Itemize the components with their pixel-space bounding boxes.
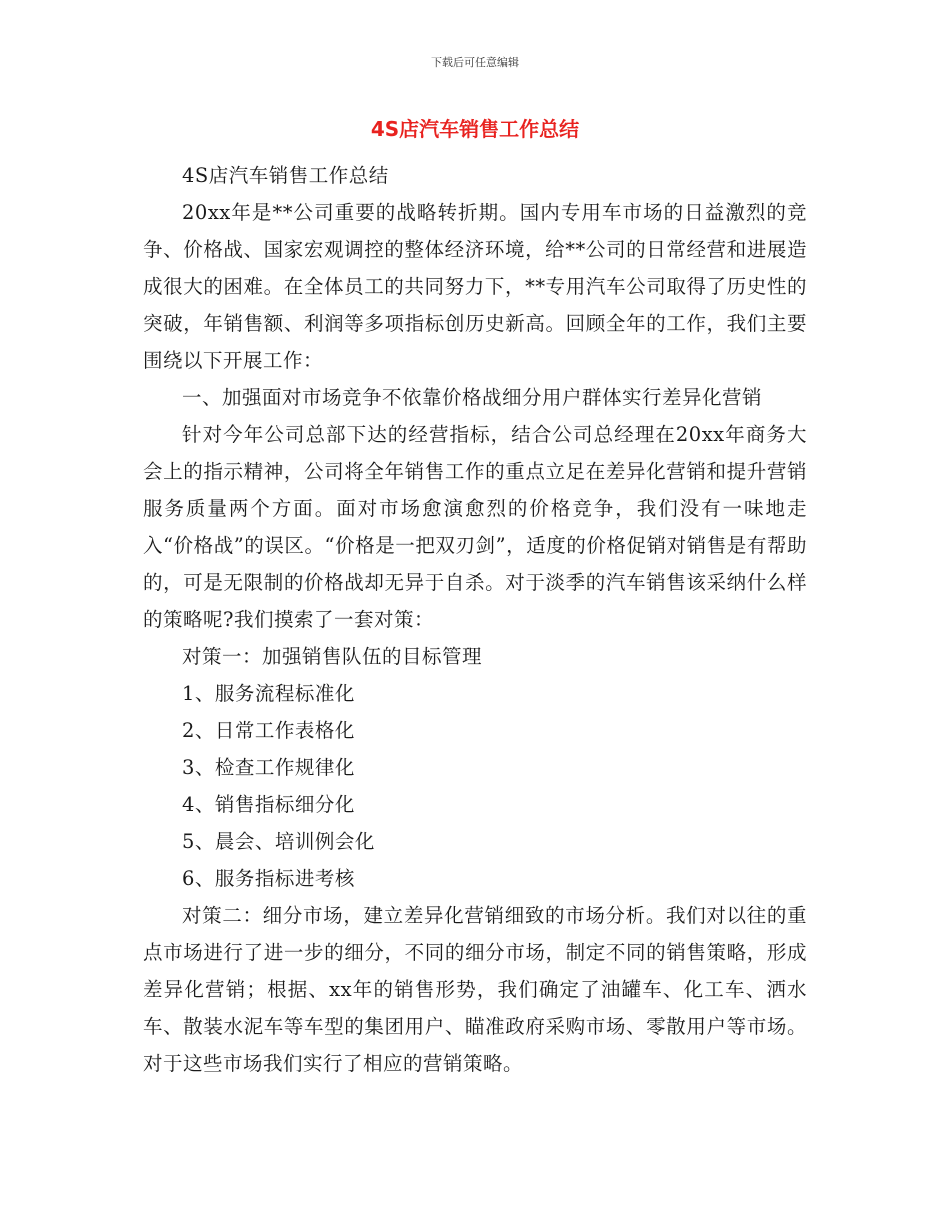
list-item: 1、服务流程标准化 bbox=[182, 682, 355, 705]
document-body bbox=[143, 157, 807, 1082]
paragraph-section-heading: 一、加强面对市场竞争不依靠价格战细分用户群体实行差异化营销 bbox=[182, 386, 763, 409]
paragraph-measure-one: 对策一：加强销售队伍的目标管理 bbox=[182, 645, 483, 668]
list-item: 2、日常工作表格化 bbox=[182, 719, 355, 742]
paragraph-intro: 20xx年是**公司重要的战略转折期。国内专用车市场的日益激烈的竞争、价格战、国家宏观调控的整体经济环境，给**公司的日常经营和进展造成很大的困难。在全体员工的共同努力下，**专用汽车公司取得了历史性的突破，年销售额、利润等多项指标创历史新高。回顾全年的工作，我们主要围绕以下开展工作： bbox=[143, 201, 807, 372]
paragraph-strategy: 针对今年公司总部下达的经营指标，结合公司总经理在20xx年商务大会上的指示精神，公司将全年销售工作的重点立足在差异化营销和提升营销服务质量两个方面。面对市场愈演愈烈的价格竞争，我们没有一味地走入“价格战”的误区。“价格是一把双刃剑”，适度的价格促销对销售是有帮助的，可是无限制的价格战却无异于自杀。对于淡季的汽车销售该采纳什么样的策略呢?我们摸索了一套对策： bbox=[143, 423, 807, 631]
list-item: 5、晨会、培训例会化 bbox=[182, 830, 375, 853]
list-item: 3、检查工作规律化 bbox=[182, 756, 355, 779]
list-item: 4、销售指标细分化 bbox=[182, 793, 355, 816]
list-item: 6、服务指标进考核 bbox=[182, 867, 355, 890]
paragraph-measure-two: 对策二：细分市场，建立差异化营销细致的市场分析。我们对以往的重点市场进行了进一步的细分，不同的细分市场，制定不同的销售策略，形成差异化营销；根据、xx年的销售形势，我们确定了油罐车、化工车、洒水车、散装水泥车等车型的集团用户、瞄准政府采购市场、零散用户等市场。对于这些市场我们实行了相应的营销策略。 bbox=[143, 904, 807, 1075]
document-title: 4S店汽车销售工作总结 bbox=[370, 117, 580, 141]
header-note: 下载后可任意编辑 bbox=[431, 56, 519, 69]
paragraph-subtitle: 4S店汽车销售工作总结 bbox=[182, 164, 389, 187]
